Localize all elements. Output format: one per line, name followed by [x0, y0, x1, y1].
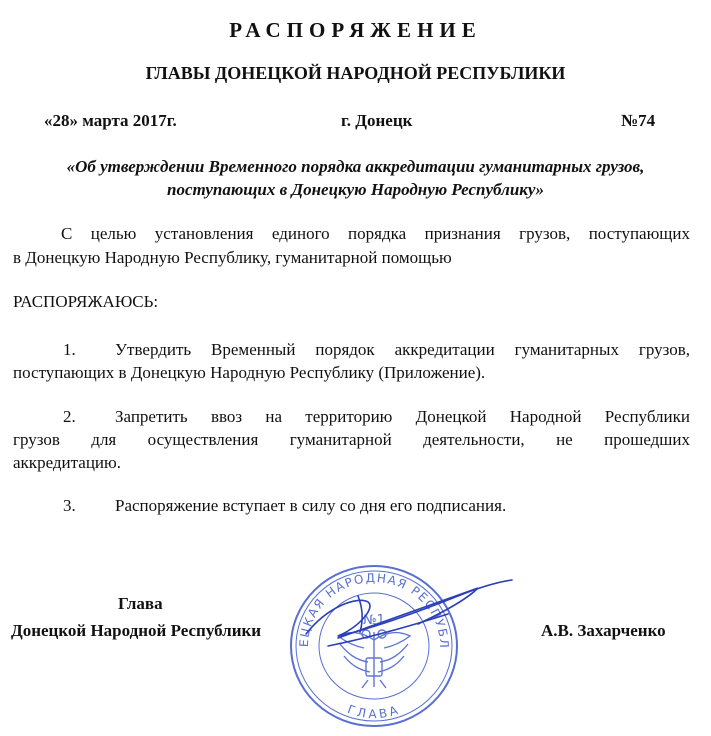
item-1-line-2: поступающих в Донецкую Народную Республику (Приложение).: [13, 363, 486, 382]
item-3-line-1: Распоряжение вступает в силу со дня его подписания.: [115, 496, 507, 515]
subject-line-2: поступающих в Донецкую Народную Республику»: [167, 180, 544, 199]
document-type-title: РАСПОРЯЖЕНИЕ: [229, 18, 482, 42]
seal-number: №1: [363, 613, 385, 628]
preamble-line-2: в Донецкую Народную Республику, гуманитарной помощью: [13, 248, 452, 267]
seal-ring-text: ЕЦКАЯ НАРОДНАЯ РЕСПУБЛ: [296, 570, 452, 650]
item-2-line-3: аккредитацию.: [13, 453, 121, 472]
order-word: РАСПОРЯЖАЮСЬ:: [13, 292, 159, 311]
item-1-line-1: Утвердить Временный порядок аккредитации гуманитарных грузов,: [115, 340, 690, 359]
signatory-position: Глава: [118, 594, 163, 613]
item-1-number: 1.: [63, 340, 76, 359]
item-3-number: 3.: [63, 496, 76, 515]
document-number: №74: [621, 111, 656, 130]
handwritten-signature: [298, 566, 518, 676]
item-2-line-2: грузов для осуществления гуманитарной деятельности, не прошедших: [13, 430, 690, 449]
item-2-line-1: Запретить ввоз на территорию Донецкой Народной Республики: [115, 407, 690, 426]
signatory-name: А.В. Захарченко: [541, 621, 666, 640]
issuer-title: ГЛАВЫ ДОНЕЦКОЙ НАРОДНОЙ РЕСПУБЛИКИ: [145, 63, 566, 83]
svg-text:ГЛАВА: [346, 702, 403, 721]
signatory-organization: Донецкой Народной Республики: [11, 621, 262, 640]
seal-bottom-text: ГЛАВА: [345, 702, 403, 722]
document-date: «28» марта 2017г.: [44, 111, 177, 130]
item-2-number: 2.: [63, 407, 76, 426]
document-city: г. Донецк: [341, 111, 413, 130]
subject-line-1: «Об утверждении Временного порядка аккредитации гуманитарных грузов,: [66, 157, 645, 176]
preamble-line-1: С целью установления единого порядка признания грузов, поступающих: [61, 224, 690, 243]
